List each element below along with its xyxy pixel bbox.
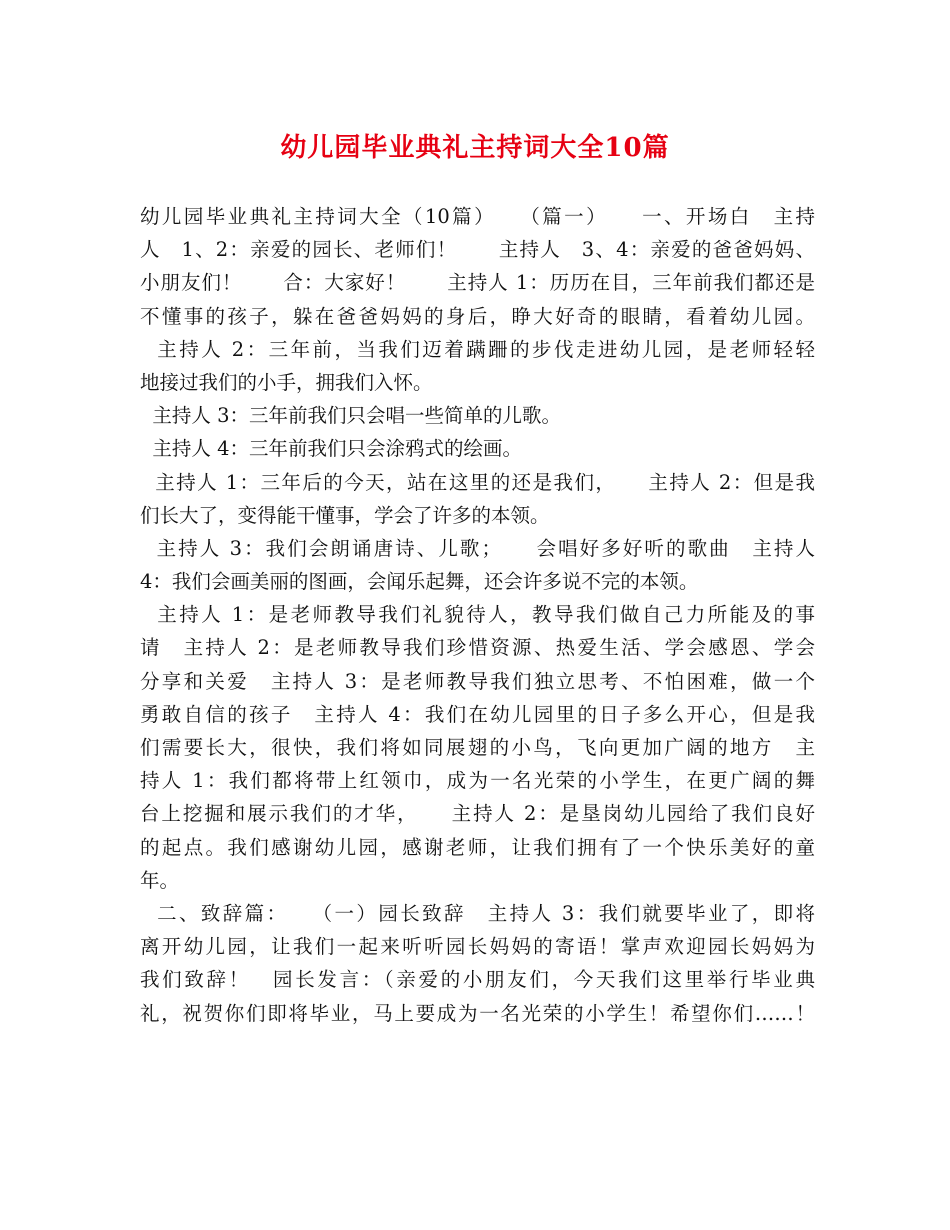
paragraph-line: 们长大了，变得能干懂事，学会了许多的本领。 bbox=[140, 503, 550, 527]
paragraph-line: 请 主持人 2：是老师教导我们珍惜资源、热爱生活、学会感恩、学会 bbox=[140, 636, 815, 660]
paragraph-line: 主持人 3：三年前我们只会唱一些简单的儿歌。 bbox=[140, 404, 562, 428]
paragraph-line: 人 1、2：亲爱的园长、老师们！ 主持人 3、4：亲爱的爸爸妈妈、 bbox=[140, 238, 815, 262]
paragraph-line: 台上挖掘和展示我们的才华， 主持人 2：是垦岗幼儿园给了我们良好 bbox=[140, 802, 815, 826]
paragraph-line: 们需要长大，很快，我们将如同展翅的小鸟，飞向更加广阔的地方 主 bbox=[140, 736, 815, 759]
paragraph-line: 的起点。我们感谢幼儿园，感谢老师，让我们拥有了一个快乐美好的童 bbox=[140, 835, 815, 859]
paragraph-line: 主持人 1：是老师教导我们礼貌待人，教导我们做自己力所能及的事 bbox=[140, 603, 815, 627]
paragraph-line: 我们致辞！ 园长发言：（亲爱的小朋友们，今天我们这里举行毕业典 bbox=[140, 968, 815, 992]
paragraph-line: 礼，祝贺你们即将毕业，马上要成为一名光荣的小学生！希望你们……！ bbox=[140, 1001, 815, 1025]
document-title: 幼儿园毕业典礼主持词大全10篇 bbox=[280, 133, 670, 163]
paragraph-line: 离开幼儿园，让我们一起来听听园长妈妈的寄语！掌声欢迎园长妈妈为 bbox=[140, 935, 815, 959]
paragraph-line: 分享和关爱 主持人 3：是老师教导我们独立思考、不怕困难，做一个 bbox=[140, 669, 815, 693]
paragraph-line: 二、致辞篇： （一）园长致辞 主持人 3：我们就要毕业了，即将 bbox=[140, 901, 815, 925]
paragraph-line: 勇敢自信的孩子 主持人 4：我们在幼儿园里的日子多么开心，但是我 bbox=[140, 702, 815, 726]
document-body bbox=[140, 200, 815, 1030]
paragraph-line: 年。 bbox=[140, 868, 180, 892]
paragraph-line: 幼儿园毕业典礼主持词大全（10篇） （篇一） 一、开场白 主持 bbox=[140, 205, 815, 228]
paragraph-line: 地接过我们的小手，拥我们入怀。 bbox=[140, 370, 433, 394]
paragraph-line: 4：我们会画美丽的图画，会闻乐起舞，还会许多说不完的本领。 bbox=[140, 570, 699, 594]
paragraph-line: 主持人 2：三年前，当我们迈着蹒跚的步伐走进幼儿园，是老师轻轻 bbox=[140, 337, 815, 361]
paragraph-line: 主持人 3：我们会朗诵唐诗、儿歌； 会唱好多好听的歌曲 主持人 bbox=[140, 536, 815, 560]
paragraph-line: 主持人 1：三年后的今天，站在这里的还是我们， 主持人 2：但是我 bbox=[140, 470, 815, 494]
paragraph-line: 小朋友们！ 合：大家好！ 主持人 1：历历在目，三年前我们都还是 bbox=[140, 271, 815, 295]
paragraph-line: 不懂事的孩子，躲在爸爸妈妈的身后，睁大好奇的眼睛，看着幼儿园。 bbox=[140, 304, 815, 328]
paragraph-line: 持人 1：我们都将带上红领巾，成为一名光荣的小学生，在更广阔的舞 bbox=[140, 769, 815, 793]
paragraph-line: 主持人 4：三年前我们只会涂鸦式的绘画。 bbox=[140, 437, 523, 461]
